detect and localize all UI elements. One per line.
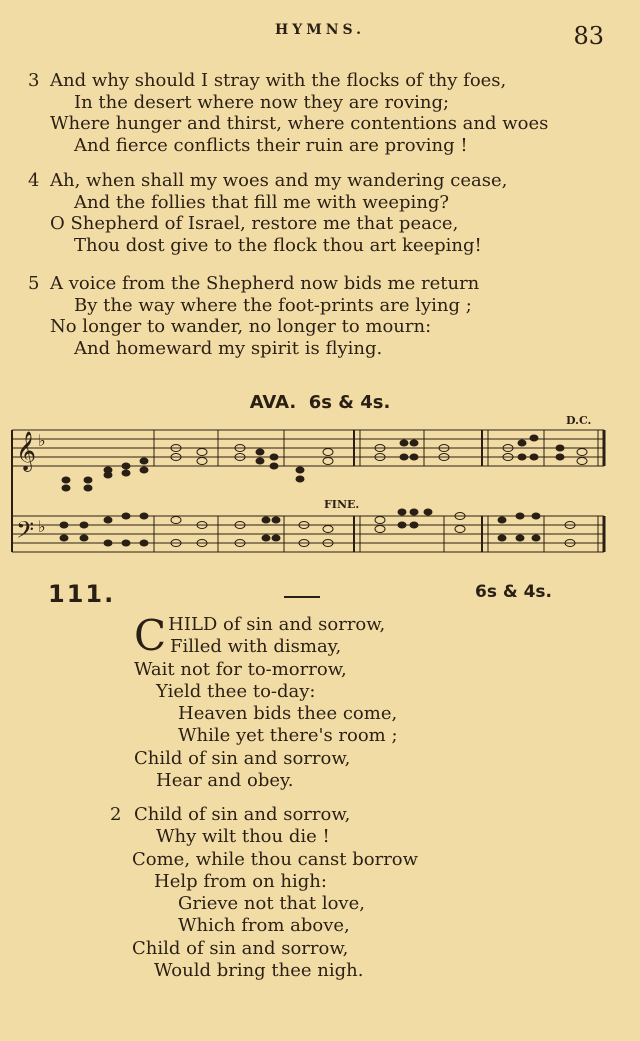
verse-line: No longer to wander, no longer to mourn: bbox=[50, 316, 432, 337]
stanza-4 bbox=[28, 170, 507, 256]
verse-line: Grieve not that love, bbox=[178, 893, 365, 915]
stanza-number: 3 bbox=[28, 70, 40, 91]
verse-line: Ah, when shall my woes and my wandering cease, bbox=[50, 170, 508, 191]
hymn-stanza-2 bbox=[110, 804, 418, 982]
running-header: HYMNS. bbox=[274, 22, 365, 38]
heading-dash bbox=[284, 596, 320, 598]
hymn-stanza-1 bbox=[134, 611, 398, 792]
fine-mark: FINE. bbox=[324, 498, 360, 511]
stanza-3 bbox=[28, 70, 548, 156]
stanza-number: 5 bbox=[28, 273, 40, 294]
verse-line: Which from above, bbox=[178, 915, 350, 937]
verse-line: In the desert where now they are roving; bbox=[74, 91, 450, 113]
treble-clef-icon: 𝄞 bbox=[16, 431, 37, 471]
dc-mark: D.C. bbox=[566, 414, 592, 427]
verse-line: Filled with dismay, bbox=[170, 636, 342, 658]
verse-line: Come, while thou canst borrow bbox=[132, 848, 419, 870]
verse-line: Wait not for to-morrow, bbox=[134, 658, 347, 680]
flat-sign-icon: ♭ bbox=[38, 431, 46, 450]
verse-line: A voice from the Shepherd now bids me return bbox=[50, 273, 480, 294]
stanza-number: 2 bbox=[110, 804, 122, 825]
verse-line: While yet there's room ; bbox=[178, 725, 398, 747]
verse-line: And why should I stray with the flocks of thy foes, bbox=[50, 70, 507, 91]
hymn-number: 111. bbox=[48, 580, 116, 608]
verse-line: HILD of sin and sorrow, bbox=[168, 614, 386, 635]
bass-notes bbox=[60, 509, 576, 547]
hymn-meter: 6s & 4s. bbox=[474, 582, 552, 602]
music-score bbox=[4, 410, 608, 560]
verse-line: O Shepherd of Israel, restore me that peace, bbox=[50, 213, 459, 234]
verse-line: Child of sin and sorrow, bbox=[134, 804, 351, 825]
stanza-5 bbox=[28, 273, 479, 359]
verse-line: And homeward my spirit is flying. bbox=[74, 337, 383, 359]
stanza-number: 4 bbox=[28, 170, 40, 191]
tune-name: AVA. bbox=[249, 392, 297, 413]
flat-sign-icon: ♭ bbox=[38, 517, 46, 536]
page-number: 83 bbox=[573, 22, 604, 50]
verse-line: Child of sin and sorrow, bbox=[132, 937, 349, 959]
verse-line: Child of sin and sorrow, bbox=[134, 747, 351, 769]
verse-line: Hear and obey. bbox=[156, 770, 294, 792]
treble-notes bbox=[62, 435, 588, 492]
drop-cap: C bbox=[134, 611, 167, 660]
verse-line: By the way where the foot-prints are lying ; bbox=[74, 294, 472, 316]
verse-line: Why wilt thou die ! bbox=[156, 826, 330, 848]
verse-line: And the follies that fill me with weeping? bbox=[74, 191, 450, 213]
verse-line: Thou dost give to the flock thou art keeping! bbox=[74, 234, 482, 256]
verse-line: Help from on high: bbox=[154, 870, 327, 892]
verse-line: Heaven bids thee come, bbox=[178, 703, 398, 725]
verse-line: And fierce conflicts their ruin are proving ! bbox=[74, 134, 468, 156]
tune-meter: 6s & 4s. bbox=[308, 392, 391, 413]
verse-line: Yield thee to-day: bbox=[156, 680, 316, 702]
bass-clef-icon: 𝄢 bbox=[16, 516, 35, 549]
verse-line: Where hunger and thirst, where contentions and woes bbox=[50, 113, 549, 134]
verse-line: Would bring thee nigh. bbox=[154, 960, 364, 982]
